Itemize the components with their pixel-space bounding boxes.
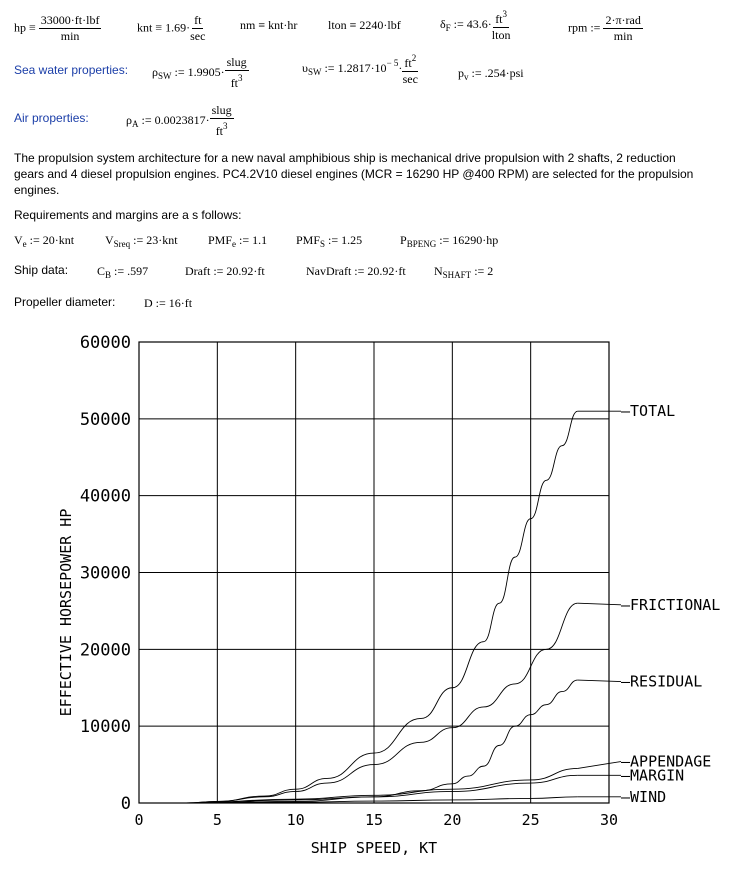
rpm-symbol: rpm xyxy=(568,20,588,35)
nu-sw-operator: := xyxy=(324,60,335,75)
vsreq-value xyxy=(105,233,178,249)
pmfe-subscript: e xyxy=(232,239,237,249)
delta-definition xyxy=(440,8,510,42)
y-tick-label: 30000 xyxy=(79,563,131,584)
propeller-label: Propeller diameter: xyxy=(14,295,116,309)
series-label-residual: —RESIDUAL xyxy=(621,672,703,691)
nu-sw-numerator-exponent: 2 xyxy=(411,53,417,63)
x-tick-label: 5 xyxy=(212,811,222,829)
definitions-row xyxy=(0,4,736,48)
cb-symbol: C xyxy=(97,264,106,278)
rho-a-denominator xyxy=(216,119,228,138)
x-tick-label: 15 xyxy=(364,811,384,829)
series-lines xyxy=(186,411,578,803)
hp-symbol: hp xyxy=(14,20,26,35)
knt-numerator: ft xyxy=(194,13,202,27)
nu-sw-numerator xyxy=(402,52,418,72)
pbpeng-value xyxy=(400,233,498,249)
series-label-wind: —WIND xyxy=(621,787,667,806)
pmfe-symbol: PMF xyxy=(208,233,233,247)
ship-data-row xyxy=(0,260,736,280)
pv-value: := .254·psi xyxy=(471,66,524,80)
x-axis-label: SHIP SPEED, KT xyxy=(310,839,438,857)
nu-sw-symbol: υ xyxy=(302,60,308,75)
nu-sw-denominator: sec xyxy=(402,72,418,86)
rho-sw-denominator-exponent: 3 xyxy=(238,73,243,83)
rho-a-subscript: A xyxy=(132,118,139,129)
rho-a-symbol: ρ xyxy=(126,112,132,127)
pmfe-value xyxy=(208,233,267,249)
series-line-total xyxy=(186,411,578,803)
hp-operator: ≡ xyxy=(29,20,36,35)
sea-water-row xyxy=(0,50,736,94)
air-row xyxy=(0,100,736,144)
delta-numerator-unit: ft xyxy=(495,12,503,26)
knt-fraction xyxy=(190,14,205,43)
nshaft-subscript: SHAFT xyxy=(442,270,472,280)
y-tick-label: 10000 xyxy=(79,717,131,738)
rho-sw-denominator-unit: ft xyxy=(230,76,239,90)
cb-subscript: B xyxy=(105,270,112,280)
vapor-pressure xyxy=(458,66,524,82)
rho-sw-fraction xyxy=(225,56,249,90)
y-tick-label: 60000 xyxy=(79,333,131,353)
air-density xyxy=(126,104,234,138)
sea-water-label: Sea water properties: xyxy=(14,63,129,77)
nu-sw-dot: · xyxy=(398,60,403,75)
description-paragraph xyxy=(14,150,736,198)
nshaft-value xyxy=(434,264,493,280)
chart-grid xyxy=(139,342,609,803)
x-tick-label: 30 xyxy=(599,811,619,829)
nu-sw-fraction xyxy=(402,52,418,86)
knt-operator: ≡ xyxy=(155,20,163,35)
series-line-residual xyxy=(186,680,578,803)
rho-sw-numerator: slug xyxy=(226,55,247,69)
leader-line xyxy=(578,680,621,682)
ve-value xyxy=(14,233,74,249)
delta-subscript: F xyxy=(445,22,451,33)
delta-denominator: lton xyxy=(491,28,511,42)
y-tick-labels xyxy=(80,333,131,814)
rho-a-operator: := xyxy=(141,112,152,127)
rpm-denominator: min xyxy=(613,29,633,43)
vsreq-subscript: Sreq xyxy=(113,239,131,249)
pmfs-subscript: S xyxy=(320,239,326,249)
y-tick-label: 50000 xyxy=(79,409,131,430)
series-labels xyxy=(578,402,721,806)
nu-sw-numerator-unit: ft xyxy=(404,56,412,70)
hp-denominator: min xyxy=(60,29,80,43)
delta-symbol: δ xyxy=(440,16,446,31)
series-label-total: —TOTAL xyxy=(621,402,676,421)
paragraph-line-1: The propulsion system architecture for a new naval amphibious ship is mechanical drive propulsion with 2 shafts, 2 reduction xyxy=(14,151,676,165)
draft-value: Draft := 20.92·ft xyxy=(185,264,265,278)
ve-subscript: e xyxy=(22,239,27,249)
rho-sw-denominator xyxy=(231,71,243,90)
lton-definition: lton ≡ 2240·lbf xyxy=(328,18,401,32)
navdraft-value: NavDraft := 20.92·ft xyxy=(306,264,406,278)
ship-data-label: Ship data: xyxy=(14,263,69,277)
series-label-margin: —MARGIN xyxy=(621,766,685,785)
nshaft-rhs: := 2 xyxy=(474,264,494,278)
rho-a-fraction xyxy=(210,104,234,138)
pbpeng-rhs: := 16290·hp xyxy=(439,233,499,247)
y-tick-label: 20000 xyxy=(79,640,131,661)
nu-sw-exponent: − 5 xyxy=(386,57,399,68)
x-tick-label: 10 xyxy=(286,811,305,829)
series-label-appendage: —APPENDAGE xyxy=(621,752,712,771)
air-label: Air properties: xyxy=(14,111,89,125)
rho-a-coefficient: 0.0023817· xyxy=(154,112,210,127)
delta-numerator xyxy=(493,8,509,28)
knt-denominator: sec xyxy=(190,29,206,43)
ve-symbol: V xyxy=(14,233,23,247)
vsreq-rhs: := 23·knt xyxy=(133,233,178,247)
x-tick-labels xyxy=(134,811,618,829)
rpm-operator: := xyxy=(590,20,601,35)
vsreq-symbol: V xyxy=(105,233,114,247)
paragraph-line-3: engines. xyxy=(14,183,60,197)
leader-line xyxy=(578,762,621,769)
y-tick-label: 0 xyxy=(120,794,131,814)
leader-line xyxy=(578,603,621,605)
delta-numerator-exponent: 3 xyxy=(502,9,508,19)
nu-sw-subscript: SW xyxy=(307,66,322,77)
rho-a-denominator-unit: ft xyxy=(215,124,224,138)
delta-operator: := xyxy=(453,16,464,31)
sea-water-viscosity xyxy=(302,52,418,86)
propeller-row xyxy=(0,290,736,310)
knt-definition xyxy=(137,14,205,43)
requirements-row xyxy=(0,230,736,250)
pmfs-symbol: PMF xyxy=(296,233,321,247)
pv-symbol: p xyxy=(458,66,464,80)
rho-a-numerator: slug xyxy=(211,103,232,117)
cb-rhs: := .597 xyxy=(114,264,149,278)
pbpeng-subscript: BPENG xyxy=(406,239,437,249)
rho-sw-subscript: SW xyxy=(158,70,172,81)
nshaft-symbol: N xyxy=(434,264,443,278)
rpm-numerator: 2·π·rad xyxy=(605,13,641,27)
x-tick-label: 0 xyxy=(134,811,144,829)
y-tick-label: 40000 xyxy=(79,486,131,507)
pbpeng-symbol: P xyxy=(400,233,407,247)
pmfe-rhs: := 1.1 xyxy=(239,233,268,247)
delta-coefficient: 43.6· xyxy=(466,16,492,31)
knt-coefficient: 1.69· xyxy=(165,20,191,35)
x-tick-label: 20 xyxy=(443,811,462,829)
requirements-label: Requirements and margins are a s follows: xyxy=(14,208,242,222)
pmfs-value xyxy=(296,233,362,249)
rho-sw-symbol: ρ xyxy=(152,64,158,79)
series-label-frictional: —FRICTIONAL xyxy=(621,595,721,614)
sea-water-density xyxy=(152,56,249,90)
hp-numerator: 33000·ft·lbf xyxy=(40,13,100,27)
hp-definition xyxy=(14,14,101,43)
hp-fraction xyxy=(39,14,102,43)
rho-sw-operator: := xyxy=(174,64,185,79)
pv-subscript: v xyxy=(464,72,469,82)
rho-a-denominator-exponent: 3 xyxy=(223,121,228,131)
nu-sw-coefficient: 1.2817·10 xyxy=(337,60,387,75)
delta-fraction xyxy=(492,8,511,42)
knt-symbol: knt xyxy=(137,20,153,35)
x-tick-label: 25 xyxy=(521,811,540,829)
propeller-diameter: D := 16·ft xyxy=(144,296,193,310)
ve-rhs: := 20·knt xyxy=(29,233,75,247)
paragraph-line-2: gears and 4 diesel propulsion engines. PC4.2V10 diesel engines (MCR = 16290 HP @400 RPM) are selected for the propulsion xyxy=(14,167,694,181)
y-axis-label: EFFECTIVE HORSEPOWER HP xyxy=(57,508,75,717)
series-line-frictional xyxy=(186,603,578,803)
rpm-fraction xyxy=(603,14,642,43)
pmfs-rhs: := 1.25 xyxy=(328,233,363,247)
rpm-definition xyxy=(568,14,643,43)
rho-sw-coefficient: 1.9905· xyxy=(187,64,225,79)
nm-definition: nm ≡ knt·hr xyxy=(240,18,298,32)
cb-value xyxy=(97,264,148,280)
ehp-chart xyxy=(0,316,736,876)
